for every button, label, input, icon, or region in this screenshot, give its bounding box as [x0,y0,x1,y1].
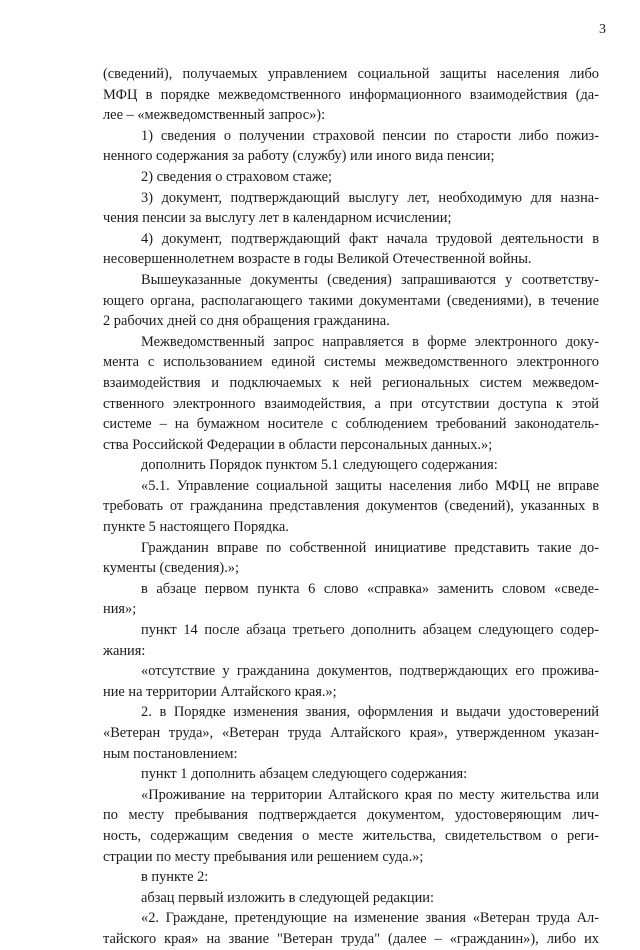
text-line: ющего органа, располагающего такими документами (сведениями), в течение [103,292,599,309]
text-line: 2. в Порядке изменения звания, оформления и выдачи удостоверений [141,704,599,721]
text-line: тайского края» на звание "Ветеран труда" (далее – «гражданин»), либо их [103,930,599,947]
text-line: «отсутствие у гражданина документов, подтверждающих его прожива- [141,663,599,680]
text-line: «Проживание на территории Алтайского края по месту жительства или [141,786,599,803]
text-line: системе – на бумажном носителе с соблюдением требований законодатель- [103,416,599,433]
page-number: 3 [599,22,606,37]
text-line: мента с использованием единой системы межведомственного электронного [103,354,599,371]
text-line: 2 рабочих дней со дня обращения гражданина. [103,313,390,330]
text-line: пункт 1 дополнить абзацем следующего содержания: [141,766,468,783]
text-line: лее – «межведомственный запрос»): [103,107,326,124]
text-line: в абзаце первом пункта 6 слово «справка» заменить словом «сведе- [141,580,599,597]
text-line: 4) документ, подтверждающий факт начала трудовой деятельности в [141,230,599,247]
text-line: МФЦ в порядке межведомственного информационного взаимодействия (да- [103,86,599,103]
text-line: ства Российской Федерации в области персональных данных.»; [103,436,493,453]
text-line: жания: [103,642,146,659]
text-line: 2) сведения о страховом стаже; [141,168,332,185]
text-line: абзац первый изложить в следующей редакции: [141,889,435,906]
text-line: ненного содержания за работу (службу) или иного вида пенсии; [103,148,495,165]
text-line: взаимодействия и подключаемых к ней региональных систем межведом- [103,374,599,391]
text-line: пункт 14 после абзаца третьего дополнить абзацем следующего содер- [141,622,599,639]
text-line: страции по месту пребывания или решением суда.»; [103,848,424,865]
text-line: ния»; [103,601,137,618]
text-line: кументы (сведения).»; [103,560,239,577]
text-line: «2. Граждане, претендующие на изменение звания «Ветеран труда Ал- [141,910,599,927]
text-line: по месту пребывания подтверждается документом, удостоверяющим лич- [103,807,599,824]
text-line: требовать от гражданина представления документов (сведений), указанных в [103,498,599,515]
text-line: ние на территории Алтайского края.»; [103,683,337,700]
text-line: ность, содержащим сведения о месте жительства, свидетельством о реги- [103,827,599,844]
text-line: пункте 5 настоящего Порядка. [103,519,289,536]
text-line: ственного электронного взаимодействия, а при отсутствии доступа к этой [103,395,599,412]
text-line: «Ветеран труда», «Ветеран труда Алтайского края», утвержденном указан- [103,725,599,741]
text-line: Вышеуказанные документы (сведения) запрашиваются у соответству- [141,271,599,288]
document-body [103,64,599,950]
text-line: Межведомственный запрос направляется в форме электронного доку- [141,333,599,350]
text-line: 1) сведения о получении страховой пенсии по старости либо пожиз- [141,127,599,144]
text-line: Гражданин вправе по собственной инициативе представить такие до- [141,539,599,556]
text-line: чения пенсии за выслугу лет в календарном исчислении; [103,210,452,227]
text-line: в пункте 2: [141,869,209,886]
text-line: ным постановлением: [103,745,238,762]
text-line: 3) документ, подтверждающий выслугу лет, необходимую для назна- [141,189,599,206]
text-line: несовершеннолетнем возрасте в годы Великой Отечественной войны. [103,251,532,268]
text-line: дополнить Порядок пунктом 5.1 следующего содержания: [141,457,498,474]
text-line: «5.1. Управление социальной защиты населения либо МФЦ не вправе [141,477,599,494]
text-line: (сведений), получаемых управлением социальной защиты населения либо [103,66,599,82]
